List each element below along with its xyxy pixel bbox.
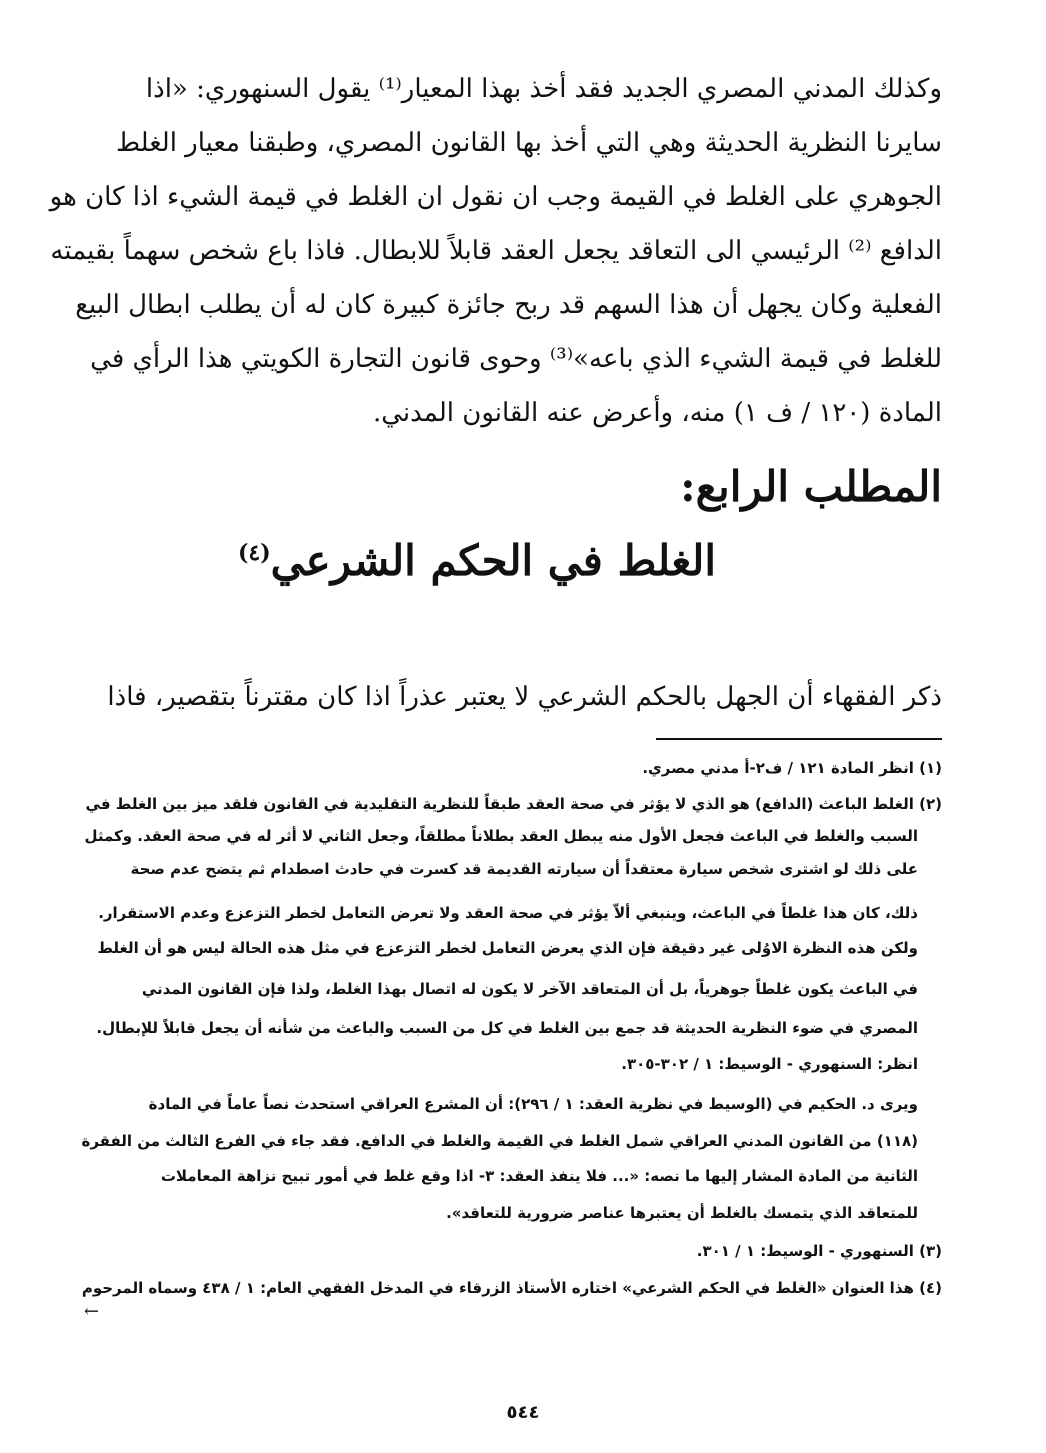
footnote-line: المصري في ضوء النظرية الحديثة قد جمع بين الغلط في كل من السبب والباعث من شأنه أن يجعل قابلاً للإبطال. — [96, 1019, 918, 1037]
body-line: للغلط في قيمة الشيء الذي باعه»⁽³⁾ وحوى قانون التجارة الكويتي هذا الرأي في — [90, 344, 942, 374]
body-line: سايرنا النظرية الحديثة وهي التي أخذ بها القانون المصري، وطبقنا معيار الغلط — [115, 128, 942, 158]
footnote-line: ذلك، كان هذا غلطاً في الباعث، وينبغي ألاّ يؤثر في صحة العقد ولا تعرض التعامل لخطر التزعزع وعدم الاستقرار. — [98, 904, 918, 922]
body-line: الدافع ⁽²⁾ الرئيسي الى التعاقد يجعل العقد قابلاً للابطال. فاذا باع شخص سهماً بقيمته — [50, 236, 942, 266]
section-title-text: الغلط في الحكم الشرعي — [270, 536, 716, 585]
intro-line: ذكر الفقهاء أن الجهل بالحكم الشرعي لا يعتبر عذراً اذا كان مقترناً بتقصير، فاذا — [107, 682, 942, 712]
footnote-line: للمتعاقد الذي يتمسك بالغلط أن يعتبرها عناصر ضرورية للتعاقد». — [446, 1204, 918, 1222]
footnote-line: (٤) هذا العنوان «الغلط في الحكم الشرعي» اختاره الأستاذ الزرقاء في المدخل الفقهي العام: ١ / ٤٣٨ وسماه المرحوم — [81, 1279, 942, 1297]
footnote-line: (١١٨) من القانون المدني العراقي شمل الغلط في القيمة والغلط في الدافع. فقد جاء في الفرع الثالث من الفقرة — [81, 1132, 918, 1150]
body-line: الجوهري على الغلط في القيمة وجب ان نقول ان الغلط في قيمة الشيء اذا كان هو — [49, 182, 942, 212]
footnote-line: في الباعث يكون غلطاً جوهرياً، بل أن المتعاقد الآخر لا يكون له اتصال بهذا الغلط، ولذا فإن القانون المدني — [141, 980, 918, 998]
footnote-line: الثانية من المادة المشار إليها ما نصه: «... فلا ينفذ العقد: ٣- اذا وقع غلط في أمور تبيح نزاهة المعاملات — [160, 1167, 918, 1185]
footnote-separator — [656, 738, 942, 740]
footnote-line: (١) انظر المادة ١٢١ / ف٢-أ مدني مصري. — [642, 759, 942, 777]
section-heading: المطلب الرابع: — [680, 462, 942, 511]
continuation-arrow-icon: ← — [84, 1301, 100, 1322]
footnote-line: السبب والغلط في الباعث فجعل الأول منه يبطل العقد بطلاناً مطلقاً، وجعل الثاني لا أثر له في صحة العقد. وكمثل — [84, 827, 918, 845]
footnote-line: (٢) الغلط الباعث (الدافع) هو الذي لا يؤثر في صحة العقد طبقاً للنظرية التقليدية في القانون فلقد ميز بين الغلط في — [85, 795, 942, 813]
footnote-line: ويرى د. الحكيم في (الوسيط في نظرية العقد: ١ / ٢٩٦): أن المشرع العراقي استحدث نصاً عاماً في المادة — [148, 1095, 918, 1113]
footnote-line: (٣) السنهوري - الوسيط: ١ / ٣٠١. — [696, 1242, 942, 1260]
section-title — [238, 536, 716, 585]
section-title-footnote-ref: (٤) — [237, 540, 271, 566]
footnote-line: على ذلك لو اشترى شخص سيارة معتقداً أن سيارته القديمة قد كسرت في حادث اصطدام ثم يتضح عدم صحة — [130, 860, 918, 878]
body-line: الفعلية وكان يجهل أن هذا السهم قد ربح جائزة كبيرة كان له أن يطلب ابطال البيع — [75, 290, 942, 320]
page-number: ٥٤٤ — [506, 1402, 540, 1423]
footnote-line: انظر: السنهوري - الوسيط: ١ / ٣٠٢-٣٠٥. — [621, 1055, 918, 1073]
body-line: المادة (١٢٠ / ف ١) منه، وأعرض عنه القانون المدني. — [372, 398, 942, 428]
body-line: وكذلك المدني المصري الجديد فقد أخذ بهذا المعيار⁽¹⁾ يقول السنهوري: «اذا — [145, 74, 942, 104]
footnote-line: ولكن هذه النظرة الاوُلى غير دقيقة فإن الذي يعرض التعامل لخطر التزعزع في مثل هذه الحالة ليس هو أن الغلط — [97, 939, 918, 957]
